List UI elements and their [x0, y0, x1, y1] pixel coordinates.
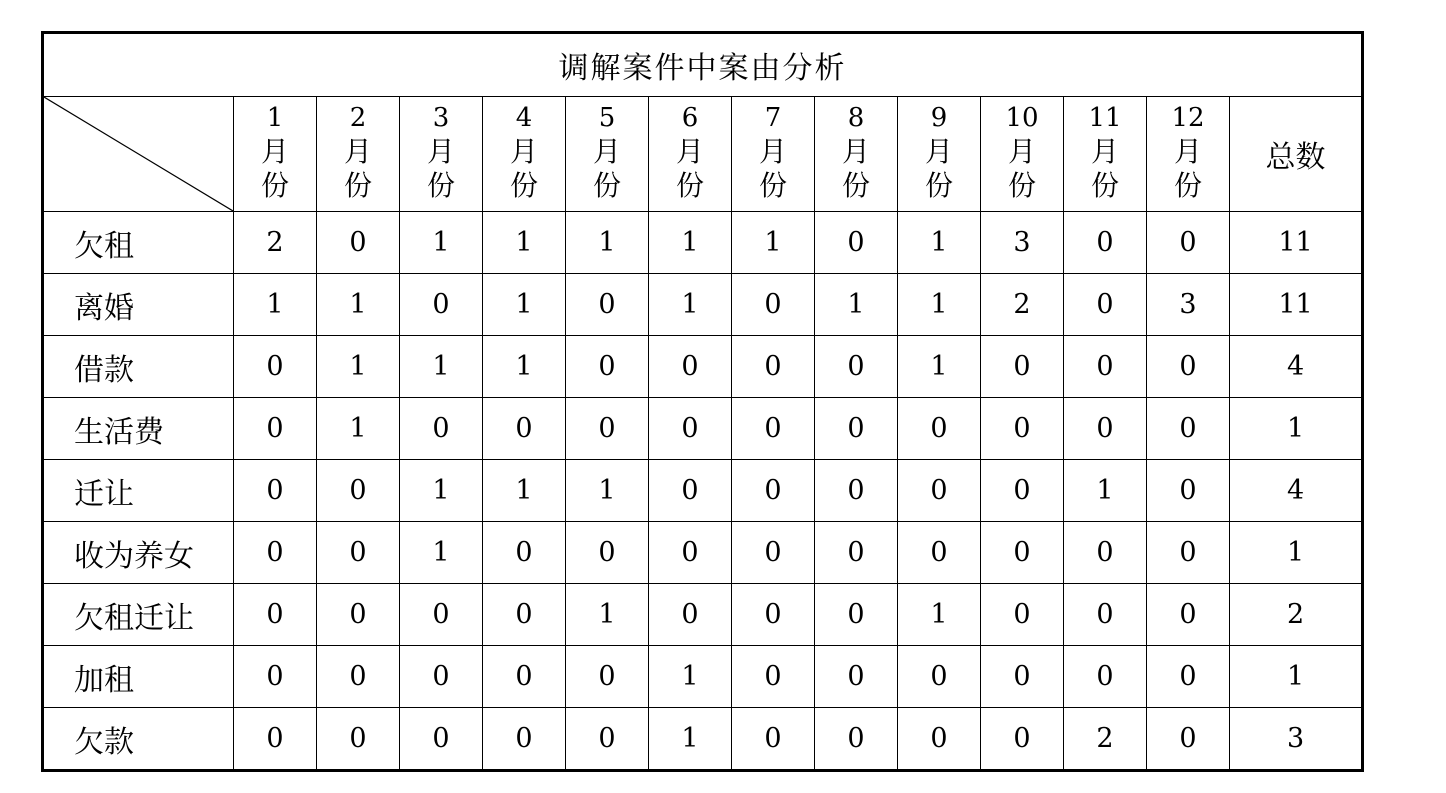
- month-header-yue: 月: [592, 135, 621, 168]
- month-value-cell: 3: [981, 212, 1064, 274]
- month-header-8: [815, 97, 898, 212]
- row-label: 欠租: [43, 212, 234, 274]
- month-header-yue: 月: [675, 135, 704, 168]
- month-value-cell: 1: [566, 212, 649, 274]
- month-value-cell: 0: [732, 584, 815, 646]
- month-value-cell: 0: [400, 708, 483, 771]
- month-value-cell: 1: [898, 584, 981, 646]
- month-value-cell: 0: [649, 584, 732, 646]
- month-value-cell: 0: [483, 584, 566, 646]
- month-value-cell: 0: [317, 522, 400, 584]
- month-value-cell: 0: [1147, 398, 1230, 460]
- month-header-num: 5: [598, 103, 616, 133]
- month-value-cell: 0: [234, 460, 317, 522]
- month-header-7: [732, 97, 815, 212]
- table-row: [43, 460, 1363, 522]
- month-header-num: 10: [1005, 103, 1039, 133]
- month-header-1: [234, 97, 317, 212]
- month-value-cell: 1: [566, 584, 649, 646]
- month-value-cell: 0: [1064, 212, 1147, 274]
- row-total-cell: 2: [1230, 584, 1363, 646]
- row-total-cell: 3: [1230, 708, 1363, 771]
- month-value-cell: 0: [649, 522, 732, 584]
- month-value-cell: 0: [1147, 212, 1230, 274]
- row-label: 生活费: [43, 398, 234, 460]
- month-value-cell: 0: [1064, 522, 1147, 584]
- month-header-fen: 份: [343, 169, 372, 202]
- month-value-cell: 0: [566, 522, 649, 584]
- month-value-cell: 1: [649, 212, 732, 274]
- month-value-cell: 0: [1147, 708, 1230, 771]
- month-value-cell: 0: [815, 336, 898, 398]
- month-value-cell: 1: [898, 274, 981, 336]
- month-value-cell: 0: [234, 646, 317, 708]
- month-header-10: [981, 97, 1064, 212]
- month-value-cell: 1: [400, 522, 483, 584]
- table-title: 调解案件中案由分析: [43, 33, 1363, 97]
- diagonal-header-cell: [43, 97, 234, 212]
- month-header-4: [483, 97, 566, 212]
- month-value-cell: 0: [732, 646, 815, 708]
- total-header: 总数: [1230, 97, 1363, 212]
- month-value-cell: 0: [815, 708, 898, 771]
- month-value-cell: 1: [317, 398, 400, 460]
- month-value-cell: 3: [1147, 274, 1230, 336]
- month-header-yue: 月: [758, 135, 787, 168]
- month-value-cell: 0: [400, 274, 483, 336]
- month-value-cell: 0: [483, 708, 566, 771]
- month-header-fen: 份: [509, 169, 538, 202]
- month-value-cell: 0: [400, 584, 483, 646]
- row-total-cell: 1: [1230, 398, 1363, 460]
- month-value-cell: 0: [1064, 398, 1147, 460]
- month-value-cell: 1: [400, 460, 483, 522]
- month-header-fen: 份: [1173, 169, 1202, 202]
- month-value-cell: 0: [898, 522, 981, 584]
- month-value-cell: 0: [649, 336, 732, 398]
- row-total-cell: 4: [1230, 460, 1363, 522]
- table-row: [43, 398, 1363, 460]
- month-value-cell: 0: [1147, 336, 1230, 398]
- month-value-cell: 1: [898, 336, 981, 398]
- month-value-cell: 0: [732, 522, 815, 584]
- month-header-6: [649, 97, 732, 212]
- month-header-num: 8: [847, 103, 865, 133]
- month-value-cell: 2: [981, 274, 1064, 336]
- row-total-cell: 1: [1230, 522, 1363, 584]
- month-value-cell: 0: [898, 398, 981, 460]
- month-value-cell: 0: [400, 398, 483, 460]
- month-header-11: [1064, 97, 1147, 212]
- month-header-num: 4: [515, 103, 533, 133]
- month-header-fen: 份: [758, 169, 787, 202]
- month-value-cell: 0: [1064, 336, 1147, 398]
- month-value-cell: 0: [1147, 646, 1230, 708]
- diagonal-line: [44, 97, 233, 211]
- month-header-yue: 月: [509, 135, 538, 168]
- month-value-cell: 0: [1064, 646, 1147, 708]
- month-value-cell: 1: [400, 212, 483, 274]
- month-header-fen: 份: [1090, 169, 1119, 202]
- month-value-cell: 1: [649, 274, 732, 336]
- month-value-cell: 0: [815, 212, 898, 274]
- month-header-num: 1: [266, 103, 284, 133]
- month-value-cell: 0: [483, 398, 566, 460]
- table-row: [43, 212, 1363, 274]
- month-header-9: [898, 97, 981, 212]
- month-header-num: 6: [681, 103, 699, 133]
- month-header-fen: 份: [1007, 169, 1036, 202]
- month-value-cell: 0: [981, 398, 1064, 460]
- row-label: 欠款: [43, 708, 234, 771]
- month-header-yue: 月: [260, 135, 289, 168]
- month-value-cell: 0: [981, 584, 1064, 646]
- month-value-cell: 0: [981, 708, 1064, 771]
- month-header-num: 2: [349, 103, 367, 133]
- month-header-yue: 月: [924, 135, 953, 168]
- month-value-cell: 1: [483, 336, 566, 398]
- month-header-num: 11: [1088, 103, 1122, 133]
- month-value-cell: 1: [483, 274, 566, 336]
- month-value-cell: 1: [400, 336, 483, 398]
- month-header-yue: 月: [1090, 135, 1119, 168]
- month-value-cell: 1: [649, 708, 732, 771]
- row-label: 加租: [43, 646, 234, 708]
- month-value-cell: 0: [815, 522, 898, 584]
- month-value-cell: 0: [898, 646, 981, 708]
- month-value-cell: 1: [483, 212, 566, 274]
- month-value-cell: 1: [815, 274, 898, 336]
- month-value-cell: 0: [732, 398, 815, 460]
- month-value-cell: 0: [1064, 274, 1147, 336]
- table-row: [43, 274, 1363, 336]
- month-header-fen: 份: [260, 169, 289, 202]
- month-value-cell: 0: [483, 646, 566, 708]
- row-label: 收为养女: [43, 522, 234, 584]
- month-value-cell: 0: [732, 708, 815, 771]
- header-row: [43, 97, 1363, 212]
- case-cause-table: [41, 31, 1364, 772]
- month-header-yue: 月: [1173, 135, 1202, 168]
- month-value-cell: 0: [981, 336, 1064, 398]
- month-value-cell: 1: [483, 460, 566, 522]
- month-value-cell: 1: [649, 646, 732, 708]
- table-row: [43, 522, 1363, 584]
- row-label: 借款: [43, 336, 234, 398]
- table-row: [43, 584, 1363, 646]
- month-value-cell: 0: [815, 584, 898, 646]
- month-header-2: [317, 97, 400, 212]
- month-value-cell: 0: [898, 460, 981, 522]
- month-header-5: [566, 97, 649, 212]
- month-header-fen: 份: [592, 169, 621, 202]
- month-value-cell: 0: [234, 398, 317, 460]
- month-value-cell: 1: [566, 460, 649, 522]
- table-row: [43, 646, 1363, 708]
- month-value-cell: 2: [1064, 708, 1147, 771]
- table-row: [43, 336, 1363, 398]
- month-value-cell: 0: [815, 646, 898, 708]
- month-value-cell: 0: [898, 708, 981, 771]
- month-value-cell: 0: [649, 398, 732, 460]
- month-value-cell: 0: [400, 646, 483, 708]
- month-value-cell: 0: [317, 212, 400, 274]
- month-value-cell: 0: [815, 398, 898, 460]
- month-value-cell: 0: [981, 460, 1064, 522]
- month-value-cell: 0: [732, 336, 815, 398]
- month-value-cell: 1: [234, 274, 317, 336]
- month-header-3: [400, 97, 483, 212]
- month-header-num: 9: [930, 103, 948, 133]
- month-value-cell: 0: [317, 584, 400, 646]
- month-header-fen: 份: [841, 169, 870, 202]
- month-value-cell: 0: [649, 460, 732, 522]
- month-value-cell: 0: [1147, 522, 1230, 584]
- month-value-cell: 1: [317, 336, 400, 398]
- month-value-cell: 0: [317, 460, 400, 522]
- month-header-yue: 月: [1007, 135, 1036, 168]
- month-value-cell: 0: [566, 274, 649, 336]
- month-value-cell: 0: [566, 646, 649, 708]
- month-header-num: 12: [1171, 103, 1205, 133]
- row-total-cell: 4: [1230, 336, 1363, 398]
- month-header-yue: 月: [343, 135, 372, 168]
- month-value-cell: 0: [234, 336, 317, 398]
- month-header-12: [1147, 97, 1230, 212]
- month-value-cell: 0: [234, 522, 317, 584]
- month-value-cell: 1: [1064, 460, 1147, 522]
- month-value-cell: 2: [234, 212, 317, 274]
- month-value-cell: 0: [234, 584, 317, 646]
- row-label: 欠租迁让: [43, 584, 234, 646]
- month-value-cell: 0: [1064, 584, 1147, 646]
- month-value-cell: 0: [234, 708, 317, 771]
- month-value-cell: 0: [981, 646, 1064, 708]
- month-header-fen: 份: [924, 169, 953, 202]
- table-row: [43, 708, 1363, 771]
- month-header-yue: 月: [841, 135, 870, 168]
- row-label: 迁让: [43, 460, 234, 522]
- month-value-cell: 0: [317, 708, 400, 771]
- month-header-yue: 月: [426, 135, 455, 168]
- month-value-cell: 0: [317, 646, 400, 708]
- row-total-cell: 11: [1230, 274, 1363, 336]
- month-header-num: 7: [764, 103, 782, 133]
- month-value-cell: 0: [732, 274, 815, 336]
- month-value-cell: 1: [898, 212, 981, 274]
- row-total-cell: 1: [1230, 646, 1363, 708]
- month-value-cell: 1: [732, 212, 815, 274]
- month-header-fen: 份: [426, 169, 455, 202]
- row-total-cell: 11: [1230, 212, 1363, 274]
- month-value-cell: 0: [483, 522, 566, 584]
- month-value-cell: 0: [566, 398, 649, 460]
- month-value-cell: 0: [732, 460, 815, 522]
- month-value-cell: 0: [1147, 584, 1230, 646]
- month-value-cell: 0: [566, 336, 649, 398]
- month-value-cell: 0: [566, 708, 649, 771]
- month-value-cell: 1: [317, 274, 400, 336]
- month-value-cell: 0: [981, 522, 1064, 584]
- month-header-num: 3: [432, 103, 450, 133]
- month-value-cell: 0: [1147, 460, 1230, 522]
- month-header-fen: 份: [675, 169, 704, 202]
- row-label: 离婚: [43, 274, 234, 336]
- month-value-cell: 0: [815, 460, 898, 522]
